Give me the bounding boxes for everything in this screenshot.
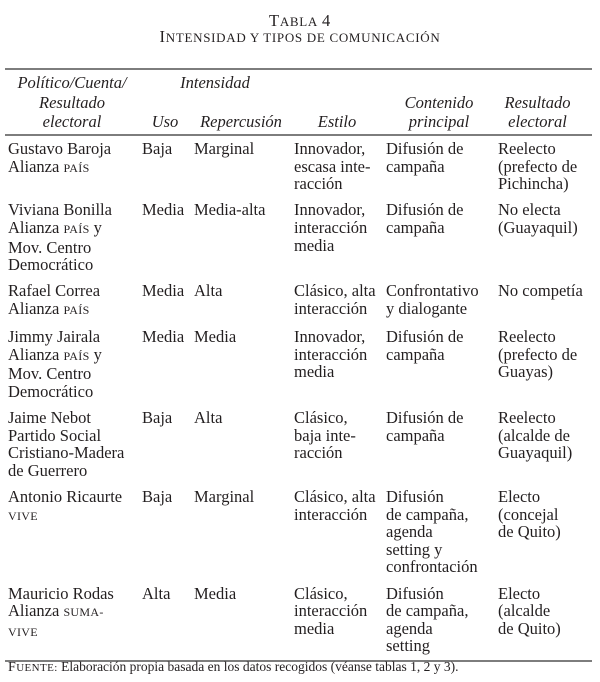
cell-uso: Media — [142, 200, 185, 220]
table-title — [0, 28, 600, 45]
politician-name: Jimmy Jairala — [8, 327, 101, 347]
cell-uso: Media — [142, 327, 185, 347]
party-acronym: VIVE — [8, 508, 38, 523]
cell-uso: Baja — [142, 139, 173, 158]
cell-repercusion: Marginal — [194, 139, 255, 158]
cell-politico — [5, 282, 139, 319]
data-table — [5, 68, 592, 662]
table-row — [5, 197, 592, 278]
cell-contenido: Difusión de campaña — [386, 327, 464, 364]
party-text: Alianza — [8, 601, 64, 621]
table-body — [5, 136, 592, 660]
politician-name: Gustavo Baroja — [8, 139, 112, 158]
cell-uso: Alta — [142, 583, 171, 603]
footnote-text: Elaboración propia basada en los datos recogidos (véanse tablas 1, 2 y 3). — [57, 659, 459, 674]
cell-politico — [5, 409, 139, 479]
cell-resultado: Electo (alcalde de Quito) — [498, 583, 561, 638]
cell-repercusion: Alta — [194, 408, 223, 428]
table-row — [5, 324, 592, 405]
party-text: y Mov. Centro Democrático — [8, 344, 102, 401]
cell-contenido: Difusión de campaña — [386, 408, 464, 445]
party-name — [8, 300, 139, 320]
cell-repercusion: Marginal — [194, 487, 255, 507]
cell-estilo: Clásico, baja inte- racción — [294, 408, 356, 463]
cell-uso: Baja — [142, 487, 173, 507]
table-header — [5, 70, 592, 134]
header-resultado: Resultado electoral — [504, 92, 571, 131]
party-acronym: PAÍS — [63, 348, 90, 363]
header-repercusion: Repercusión — [200, 112, 282, 131]
party-text: Alianza — [8, 217, 64, 237]
cell-contenido: Difusión de campaña, agenda setting y confrontación — [386, 487, 478, 577]
party-text: Alianza — [8, 298, 64, 318]
table-row — [5, 484, 592, 581]
header-contenido: Contenido principal — [404, 92, 474, 131]
table-row — [5, 278, 592, 324]
table-number — [0, 12, 600, 29]
cell-repercusion: Media-alta — [194, 200, 266, 220]
cell-uso: Baja — [142, 408, 173, 428]
politician-name: Jaime Nebot — [8, 408, 91, 428]
table-row — [5, 136, 592, 197]
cell-contenido: Confrontativo y dialogante — [386, 281, 479, 318]
cell-estilo: Clásico, alta interacción — [294, 487, 376, 524]
cell-resultado: Reelecto (prefecto de Pichincha) — [498, 139, 578, 194]
cell-politico — [5, 201, 139, 273]
politician-name: Viviana Bonilla — [8, 200, 112, 220]
cell-politico — [5, 585, 139, 655]
footnote-label: FUENTE: — [8, 660, 58, 675]
cell-politico — [5, 488, 139, 576]
politician-name: Rafael Correa — [8, 281, 101, 301]
table-row — [5, 405, 592, 484]
party-acronym: PAÍS — [63, 302, 90, 317]
cell-estilo: Innovador, escasa inte- racción — [294, 139, 371, 194]
cell-contenido: Difusión de campaña — [386, 139, 464, 176]
politician-name: Antonio Ricaurte — [8, 487, 123, 507]
cell-resultado: Reelecto (prefecto de Guayas) — [498, 327, 578, 382]
header-intensidad: Intensidad — [180, 73, 250, 92]
party-text: y Mov. Centro Democrático — [8, 217, 102, 275]
cell-estilo: Innovador, interacción media — [294, 200, 368, 255]
cell-politico — [5, 328, 139, 400]
party-name — [8, 219, 139, 274]
party-text: Partido Social Cristiano-Madera de Guerrero — [8, 425, 125, 480]
source-footnote — [8, 659, 593, 676]
cell-resultado: No competía — [498, 281, 583, 301]
party-name — [8, 506, 139, 526]
cell-estilo: Clásico, alta interacción — [294, 281, 376, 318]
party-text: Alianza — [8, 344, 64, 364]
party-name — [8, 346, 139, 401]
table-row — [5, 581, 592, 660]
cell-contenido: Difusión de campaña — [386, 200, 464, 237]
cell-politico — [5, 140, 139, 193]
cell-repercusion: Media — [194, 327, 237, 347]
party-name — [8, 158, 139, 178]
cell-estilo: Clásico, interacción media — [294, 583, 368, 638]
header-estilo: Estilo — [317, 112, 357, 131]
table-label: TABLA — [269, 11, 319, 30]
cell-estilo: Innovador, interacción media — [294, 327, 368, 382]
politician-name: Mauricio Rodas — [8, 583, 114, 603]
party-acronym: PAÍS — [63, 160, 90, 175]
cell-resultado: Reelecto (alcalde de Guayaquil) — [498, 408, 573, 463]
cell-contenido: Difusión de campaña, agenda setting — [386, 583, 469, 656]
cell-repercusion: Alta — [194, 281, 223, 301]
table-number-value: 4 — [321, 11, 331, 30]
party-name — [8, 602, 139, 641]
cell-repercusion: Media — [194, 583, 237, 603]
cell-resultado: No electa (Guayaquil) — [498, 200, 578, 237]
party-acronym: PAÍS — [63, 221, 90, 236]
header-politico: Político/Cuenta/ Resultado electoral — [17, 73, 127, 131]
party-name — [8, 427, 139, 480]
table-subtitle: INTENSIDAD Y TIPOS DE COMUNICACIÓN — [159, 27, 441, 46]
header-uso: Uso — [151, 112, 179, 131]
party-text: Alianza — [8, 156, 64, 176]
cell-resultado: Electo (concejal de Quito) — [498, 487, 561, 542]
party-acronym: SUMA- VIVE — [8, 605, 104, 639]
cell-uso: Media — [142, 281, 185, 301]
